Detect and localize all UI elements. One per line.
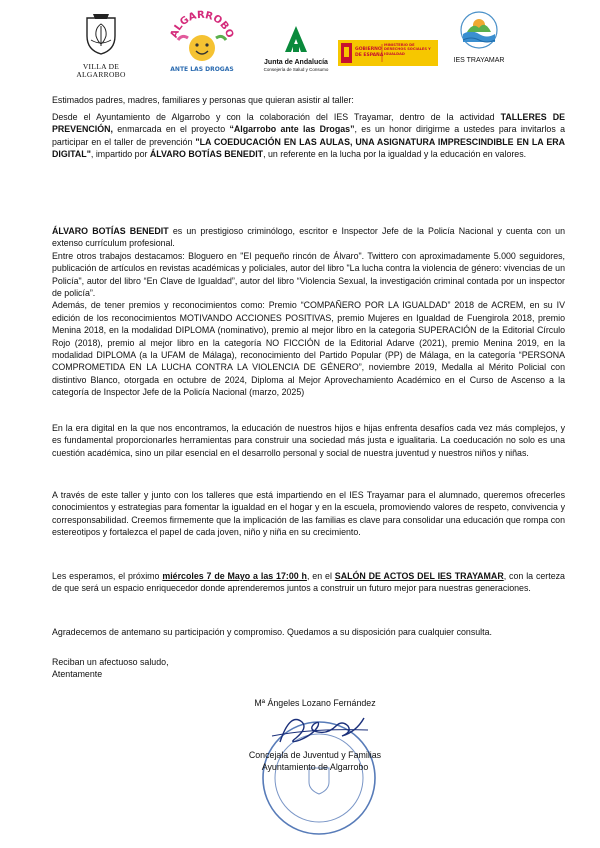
greeting <box>52 94 565 106</box>
signatory-role-1: Concejala de Juventud y Familias <box>248 750 382 760</box>
gobierno-text-1: GOBIERNO <box>355 47 382 52</box>
algarrobo-arc-text: ALGARROBO <box>168 9 236 40</box>
p1-activity-name: TALLERES DE PREVENCIÓN, <box>52 112 566 135</box>
p1-text-c: enmarcada en el proyecto <box>112 124 230 135</box>
ies-trayamar-logo <box>450 10 508 65</box>
handwritten-signature <box>262 702 382 752</box>
p5-text-c: , en el <box>306 571 335 581</box>
villa-caption-1: VILLA DE <box>82 62 120 71</box>
closing <box>52 656 565 681</box>
ministerio-text: MINISTERIO DE DERECHOS SOCIALES Y IGUALDAD <box>384 43 431 56</box>
algarrobo-ante-las-drogas-logo <box>166 8 238 80</box>
paragraph-workshop-goals <box>52 489 565 539</box>
logo-bar <box>0 8 600 86</box>
p4-text: A través de este taller y junto con los talleres que está impartiendo en el IES Trayamar para el alumnado, queremos ofrecerles conocimientos y estrategias para fomentar la igualdad en el hogar y en la escuela, promoviendo valores de respeto, convivencia y corresponsabilidad. Creemos firmemente que la implicación de las familias es clave para consolidar una educación que rompa con estereotipos y fortalezca el papel de cada joven, niño y niña en su crecimiento. <box>52 490 565 538</box>
paragraph-digital-era <box>52 422 565 459</box>
coat-of-arms-icon <box>81 12 121 58</box>
p2-works: Entre otros trabajos destacamos: Bloguero en "El pequeño rincón de Álvaro". Twittero con aproximadamente 5.000 seguidores, publicación de artículos en revistas académicas y policiales, autor del libro "La lucha contra la violencia de género: vivencias de un Policía", autor del libro “En Clave de Igualdad”, autor del libro “Violencia Sexual, la investigación criminal contada por un inspector de policía”. <box>52 250 565 299</box>
paragraph-event-details <box>52 570 565 595</box>
p2-awards: Además, de tener premios y reconocimientos como: Premio “COMPAÑERO POR LA IGUALDAD” 2018 de ACREM, en su IV edición de los reconocimientos MOTIVANDO ACCIONES POSITIVAS, premio Mujeres en Igualdad de Fuengirola 2018, premio Menina 2018, en la modalidad DIPLOMA (nominativo), premio al mejor libro en la categoria SUPERACIÓN de la Editorial Círculo Rojo (2018), premio al mejor libro en la categoría NO FICCIÓN de la Editorial Adarve (2021), premio Menina 2019, en la modalidad DIPLOMA (a la UFAM de Málaga), reconocimiento del Partido Popular (PP) de Málaga, en la categoría “PERSONA COMPROMETIDA EN LA LUCHA CONTRA LA VIOLENCIA DE GÉNERO”, noviembre 2019, Medalla al Mérito Policial con distintivo Blanco, otorgada en octubre de 2024, Diploma al Mejor Aprovechamiento Académico en el Curso de Ascenso a la categoría de Inspector Jefe de la Policía Nacional (marzo, 2025) <box>52 300 565 398</box>
gobierno-de-espana-logo <box>338 40 438 66</box>
paragraph-speaker-bio <box>52 225 565 399</box>
villa-caption-2: ALGARROBO <box>76 70 126 79</box>
event-location: SALÓN DE ACTOS DEL IES TRAYAMAR <box>334 571 504 581</box>
p5-text-e: , con la certeza de que será un espacio enriquecedor donde aprenderemos juntos a construir un futuro mejor para nuestras generaciones. <box>52 571 565 594</box>
p6-text: Agradecemos de antemano su participación y compromiso. Quedamos a su disposición para cualquier consulta. <box>52 627 492 637</box>
paragraph-intro <box>52 111 565 161</box>
greeting-text: Estimados padres, madres, familiares y personas que quieran asistir al taller: <box>52 95 354 105</box>
p1-text-a: Desde el Ayuntamiento de Algarrobo y con la colaboración del IES Trayamar, dentro de la actividad <box>52 112 501 122</box>
p5-text-a: Les esperamos, el próximo <box>52 571 163 581</box>
event-date-time: miércoles 7 de Mayo a las 17:00 h <box>162 571 307 581</box>
closing-line-1: Reciban un afectuoso saludo, <box>52 657 169 667</box>
smiley-face-icon <box>189 35 215 61</box>
algarrobo-bottom-text: ANTE LAS DROGAS <box>170 66 234 73</box>
gobierno-text-2: DE ESPAÑA <box>355 53 384 58</box>
p1-text-g: , impartido por <box>90 149 150 160</box>
p2-text-b: es un prestigioso criminólogo, escritor e Inspector Jefe de la Policía Nacional y cuenta con un extenso currículum profesional. <box>52 226 566 249</box>
closing-line-2: Atentamente <box>52 669 103 680</box>
p1-text-i: , un referente en la lucha por la igualdad y la educación en valores. <box>263 149 527 160</box>
signatory-role-2: Ayuntamiento de Algarrobo <box>261 762 369 773</box>
ies-emblem-icon <box>459 10 499 50</box>
p1-text-e: , es un honor dirigirme a ustedes para invitarlos a participar en el taller de prevención <box>52 124 566 147</box>
signatory-role <box>200 749 430 774</box>
ies-caption: IES TRAYAMAR <box>453 57 505 64</box>
junta-subtitle: Consejería de Salud y Consumo <box>263 67 329 72</box>
junta-de-andalucia-logo <box>258 22 334 73</box>
p2-speaker-name: ÁLVARO BOTÍAS BENEDIT <box>52 226 169 236</box>
p1-workshop-title: "LA COEDUCACIÓN EN LAS AULAS, UNA ASIGNATURA IMPRESCINDIBLE EN LA ERA DIGITAL" <box>52 136 565 160</box>
paragraph-thanks <box>52 626 565 638</box>
p1-project-name: “Algarrobo ante las Drogas” <box>229 124 355 135</box>
junta-name: Junta de Andalucía <box>264 59 328 66</box>
p1-speaker-name: ÁLVARO BOTÍAS BENEDIT <box>149 149 264 160</box>
junta-emblem-icon <box>281 22 311 54</box>
villa-de-algarrobo-logo <box>70 12 132 79</box>
p3-text: En la era digital en la que nos encontramos, la educación de nuestros hijos e hijas enfrenta desafíos cada vez más complejos, y es fundamental proporcionarles herramientas para construir una sociedad más justa e igualitaria. La coeducación no solo es una cuestión académica, sino un pilar esencial en el desarrollo personal y social de nuestra juventud y nuestros niños y niñas. <box>52 423 565 458</box>
signatory-name: Mª Ángeles Lozano Fernández <box>254 698 376 708</box>
